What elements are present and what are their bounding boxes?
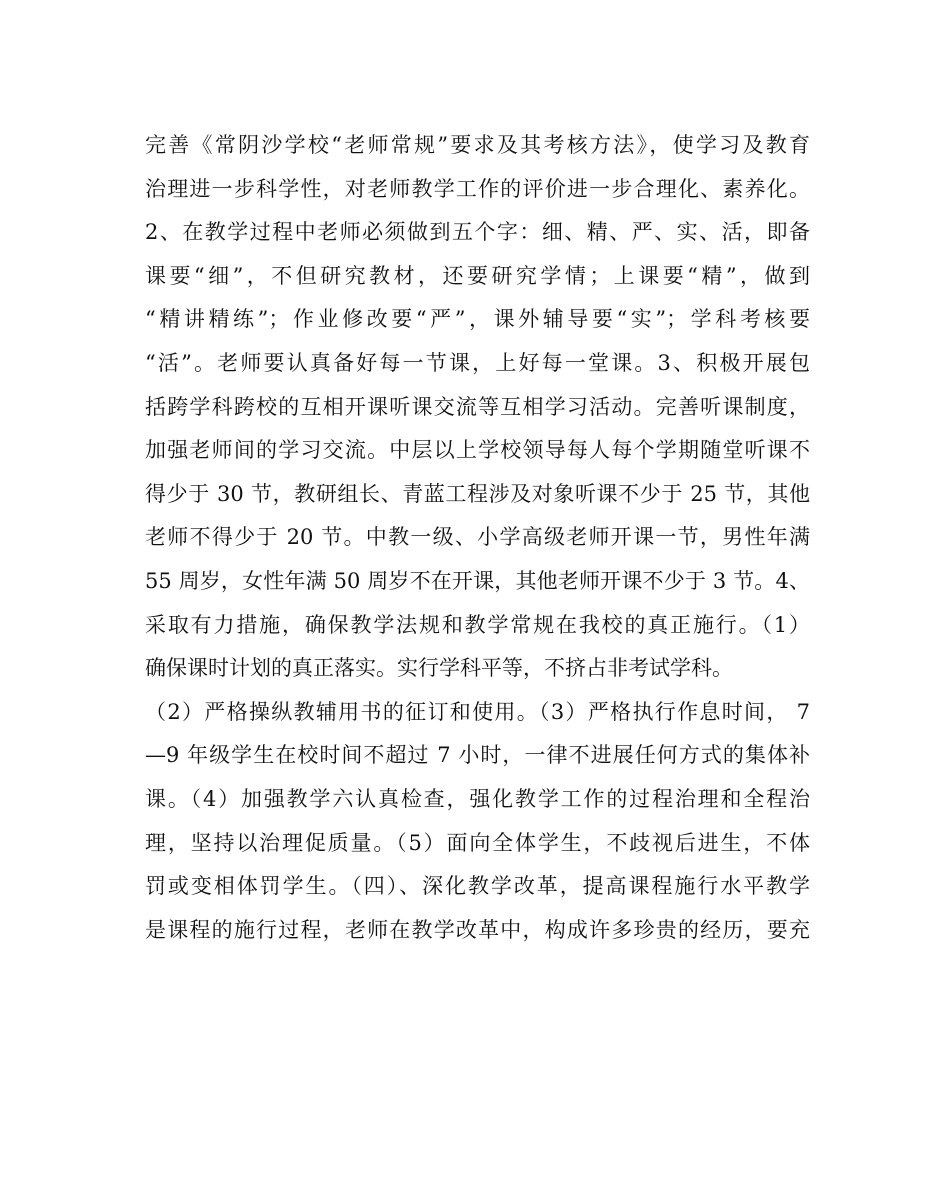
text-line-5: “精讲精练”；作业修改要“严”，课外辅导要“实”；学科考核要 <box>145 307 810 332</box>
text-line-3: 2、在教学过程中老师必须做到五个字：细、精、严、实、活，即备 <box>145 220 810 245</box>
text-line-4: 课要“细”，不但研究教材，还要研究学情；上课要“精”，做到 <box>145 263 810 288</box>
text-line-1: 完善《常阴沙学校“老师常规”要求及其考核方法》，使学习及教育 <box>145 133 810 157</box>
text-line-14: （2）严格操纵教辅用书的征订和使用。（3）严格执行作息时间， 7 <box>145 699 810 724</box>
text-line-17: 理，坚持以治理促质量。（5）面向全体学生，不歧视后进生，不体 <box>145 830 810 855</box>
text-line-19: 是课程的施行过程，老师在教学改革中，构成许多珍贵的经历，要充 <box>145 917 810 942</box>
body-text <box>145 124 810 952</box>
text-line-9: 得少于 30 节，教研组长、青蓝工程涉及对象听课不少于 25 节，其他 <box>145 481 810 506</box>
text-line-12: 采取有力措施，确保教学法规和教学常规在我校的真正施行。（1） <box>145 612 810 637</box>
text-line-18: 罚或变相体罚学生。（四）、深化教学改革，提高课程施行水平教学 <box>145 874 810 899</box>
text-line-11: 55 周岁，女性年满 50 周岁不在开课，其他老师开课不少于 3 节。4、 <box>145 568 810 593</box>
text-line-7: 括跨学科跨校的互相开课听课交流等互相学习活动。完善听课制度， <box>145 394 810 419</box>
text-line-13: 确保课时计划的真正落实。实行学科平等，不挤占非考试学科。 <box>145 656 733 681</box>
text-line-8: 加强老师间的学习交流。中层以上学校领导每人每个学期随堂听课不 <box>145 438 810 463</box>
text-line-2: 治理进一步科学性，对老师教学工作的评价进一步合理化、素养化。 <box>145 176 810 201</box>
text-line-15: —9 年级学生在校时间不超过 7 小时，一律不进展任何方式的集体补 <box>145 743 810 768</box>
text-line-6: “活”。老师要认真备好每一节课，上好每一堂课。3、积极开展包 <box>145 350 810 375</box>
text-line-16: 课。（4）加强教学六认真检查，强化教学工作的过程治理和全程治 <box>145 786 810 811</box>
text-line-10: 老师不得少于 20 节。中教一级、小学高级老师开课一节，男性年满 <box>145 525 810 550</box>
